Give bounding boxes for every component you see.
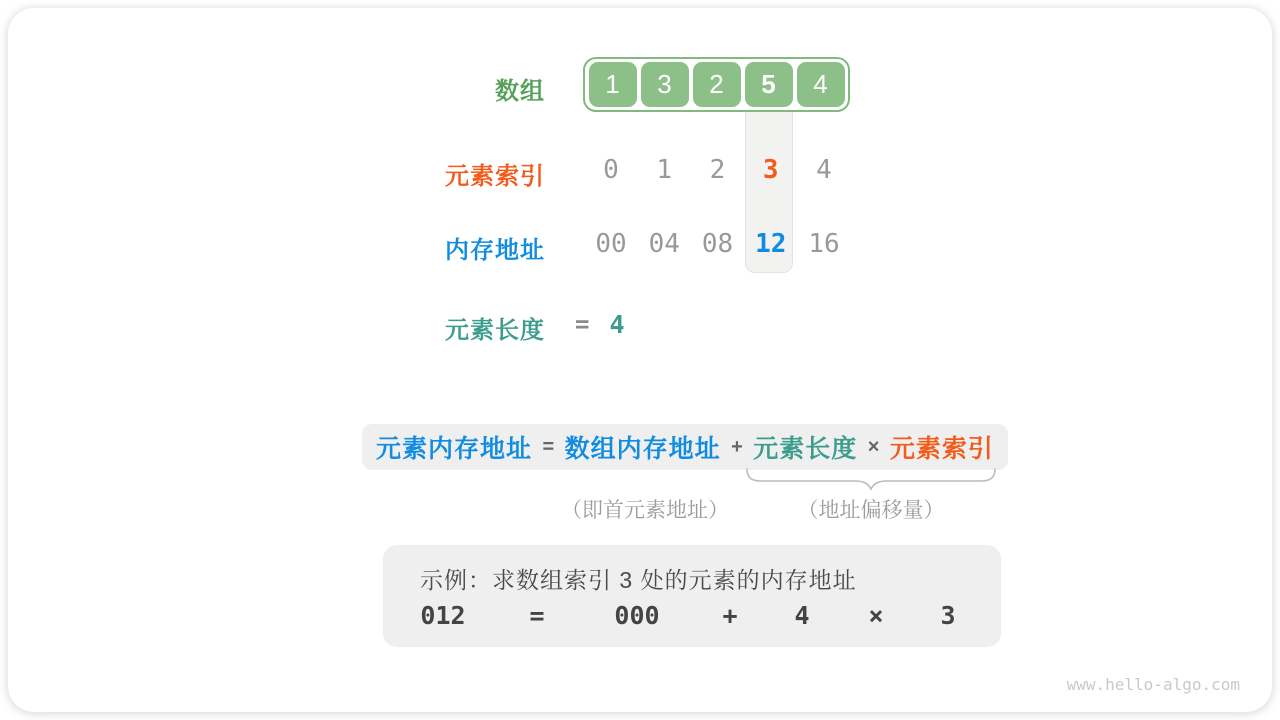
address-value: 16 bbox=[808, 229, 840, 259]
array-label: 数组 bbox=[495, 78, 545, 105]
index-row bbox=[587, 155, 848, 185]
index-value: 2 bbox=[709, 155, 726, 185]
array-cell bbox=[589, 62, 637, 107]
address-row bbox=[587, 229, 848, 259]
index-row-label: 元素索引 bbox=[445, 163, 545, 190]
address-value: 08 bbox=[701, 229, 734, 259]
equals-sign: = bbox=[575, 310, 590, 338]
address-row-label: 内存地址 bbox=[445, 237, 545, 264]
length-row-values bbox=[575, 310, 625, 339]
index-value: 1 bbox=[656, 155, 673, 185]
formula-plus: + bbox=[731, 435, 743, 458]
formula-element-length: 元素长度 bbox=[753, 435, 858, 463]
under-brace-icon bbox=[745, 467, 997, 493]
cell-value: 5 bbox=[761, 69, 776, 99]
note-first-element-address: （即首元素地址） bbox=[561, 499, 729, 522]
formula-pill bbox=[362, 424, 1008, 470]
cell-value: 3 bbox=[657, 69, 672, 99]
watermark: www.hello-algo.com bbox=[1066, 675, 1240, 694]
formula-times: × bbox=[867, 435, 880, 458]
example-term-equals: = bbox=[529, 601, 545, 630]
note-address-offset: （地址偏移量） bbox=[797, 499, 945, 522]
example-term-length: 4 bbox=[794, 601, 810, 630]
cell-value: 2 bbox=[709, 69, 724, 99]
address-value: 04 bbox=[648, 229, 680, 259]
array-cell bbox=[693, 62, 741, 107]
index-value-highlighted: 3 bbox=[762, 155, 779, 185]
index-value: 0 bbox=[603, 155, 619, 185]
address-value-highlighted: 12 bbox=[755, 229, 787, 259]
example-box bbox=[383, 545, 1001, 647]
example-term-plus: + bbox=[722, 601, 738, 630]
example-term-base: 000 bbox=[614, 601, 660, 630]
address-value: 00 bbox=[595, 229, 627, 259]
example-term-index: 3 bbox=[940, 601, 956, 630]
index-value: 4 bbox=[816, 155, 832, 185]
formula-equals: = bbox=[542, 435, 555, 458]
array-container bbox=[583, 57, 850, 112]
formula-element-index: 元素索引 bbox=[889, 435, 994, 463]
example-title: 示例：求数组索引 3 处的元素的内存地址 bbox=[420, 567, 857, 593]
length-row-label: 元素长度 bbox=[445, 317, 545, 344]
length-value: 4 bbox=[609, 310, 625, 339]
example-term-result: 012 bbox=[420, 601, 466, 630]
array-cell bbox=[797, 62, 845, 107]
example-term-times: × bbox=[868, 601, 884, 630]
formula-array-address: 数组内存地址 bbox=[564, 435, 721, 463]
cell-value: 1 bbox=[605, 69, 620, 99]
array-cell bbox=[641, 62, 689, 107]
array-cell-highlighted bbox=[745, 62, 793, 107]
formula-result: 元素内存地址 bbox=[376, 435, 533, 463]
cell-value: 4 bbox=[813, 69, 828, 99]
